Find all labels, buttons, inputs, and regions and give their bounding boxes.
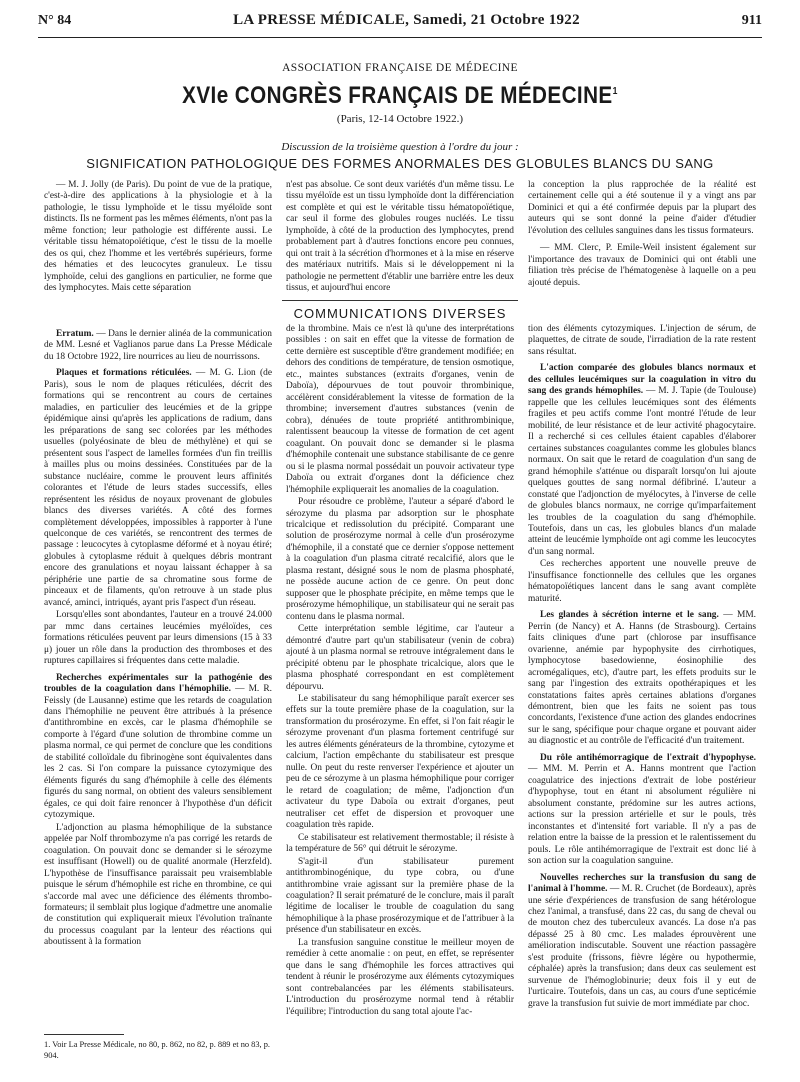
footnote: 1. Voir La Presse Médicale, no 80, p. 862, no 82, p. 889 et no 83, p. 904.: [44, 1040, 271, 1060]
communication-text: — Dans le dernier alinéa de la communication de MM. Lesné et Vaglianos parue dans La Presse Médicale du 18 Octobre 1922, lire nourrices au lieu de nourrissons.: [44, 329, 272, 362]
communication-title: Recherches expérimentales sur la pathogénie des troubles de la coagulation dans l'hémophilie.: [44, 672, 272, 695]
running-header: [38, 12, 762, 34]
communication-paragraph: [528, 559, 756, 605]
communication-text: tion des éléments cytozymiques. L'injection de sérum, de plaquettes, de citrate de soude, l'irradiation de la rate restent sans résultat.: [528, 324, 756, 357]
communication-text: — MM. M. Perrin et A. Hanns montrent que l'action coagulatrice des injections d'extrait de lobe postérieur d'hypophyse, tout en étant ni absolument régulière ni absolument constante, prédomine sur les autres actions, actions sur la pression artérielle et sur le pouls, très inconstantes et d'intensité fort variable. Il n'y a pas de relation entre la baisse de la pression et le ralentissement du pouls. Le rôle antihémorragique de l'extrait est donc lié à son action sur la coagulation sanguine.: [528, 764, 756, 867]
discussion-column-1: [44, 180, 272, 296]
communication-text: — M. R. Feissly (de Lausanne) estime que les retards de coagulation dans l'hémophilie ne peuvent être attribués à la présence d'antithrombine en excès, car le plasma d'hémophile se comporte à l'égard d'une solution de thrombine comme un plasma normal, ce qui permet de conclure que les conditions de stabilité colloïdale du fibrinogène sont équivalentes dans les 2 cas. Si l'on compare la puissance cytozymique des éléments figurés du sang d'hémophile à celle des éléments figurés du sang normal, on obtient des valeurs sensiblement égales, ce qui doit faire renoncer à l'hypothèse d'un déficit cytozymique.: [44, 684, 272, 821]
communication-text: S'agit-il d'un stabilisateur purement antithrombinogénique, du type cobra, ou d'une antithrombine vraie agissant sur la première phase de la coagulation? Il serait prématuré de le conclure, mais il paraît légitime de localiser le trouble de coagulation du sang hémophilique à la phase prosérozymique et de l'attribuer à la présence d'un stabilisateur en excès.: [286, 856, 514, 936]
communication-item: [528, 610, 756, 748]
discussion-subject: SIGNIFICATION PATHOLOGIQUE DES FORMES ANORMALES DES GLOBULES BLANCS DU SANG: [86, 156, 714, 171]
communications-column-2: [286, 324, 514, 1019]
page-number: 911: [741, 13, 762, 28]
congress-title: [56, 82, 744, 110]
communication-item: [44, 673, 272, 822]
discussion-line: Discussion de la troisième question à l'ordre du jour :: [281, 141, 519, 153]
footnote-marker: 1: [612, 86, 618, 97]
communication-paragraph: [528, 324, 756, 358]
communication-text: Pour résoudre ce problème, l'auteur a séparé d'abord le sérozyme du plasma par adsorption sur le phosphate tricalcique et redissolution du précipité. Comparant une solution de prosérozyme normal à celle d'un prosérozyme d'hémophile, il a constaté que ce dernier s'oppose nettement à la coagulation d'un plasma citraté recalcifié, alors que le plasma restant, désigné sous le nom de plasma phosphaté, ne possède aucune action de ce genre. On peut donc supposer que le phosphate précipite, en même temps que le prosérozyme hémophilique, un stabilisateur qui ne serait pas contenu dans le plasma normal.: [286, 497, 514, 622]
discussion-column-2: [286, 180, 514, 296]
communication-item: [528, 363, 756, 558]
communication-paragraph: [286, 497, 514, 623]
communication-title: Plaques et formations réticulées.: [56, 368, 192, 379]
congress-title-text: XVIe CONGRÈS FRANÇAIS DE MÉDECINE: [182, 82, 613, 109]
communication-text: L'adjonction au plasma hémophilique de la substance appelée par Nolf thrombozyme n'a pas corrigé les retards de coagulation. On pouvait donc se demander si le sérozyme est insuffisant (Howell) ou de qualité anormale (Herzfeld). L'hypothèse de l'insuffisance paraissait peu vraisemblable puisque le sérum d'hémophile est riche en thrombine, ce qui s'accorde mal avec une déficience des éléments thrombo-formateurs; il semblait plus logique d'admettre une anomalie de constitution qui expliquerait mieux l'évolution traînante du processus coagulant par la lenteur des réactions qui aboutissent à la formation: [44, 822, 272, 948]
communication-paragraph: [44, 823, 272, 949]
discussion-paragraph: — M. J. Jolly (de Paris). Du point de vue de la pratique, c'est-à-dire des applications à la physiologie et à la pathologie, le tissu lymphoïde et le tissu myéloïde sont distincts. Ils ne forment pas les mêmes éléments, n'ont pas la même fonction; leur pathologie est différente aussi. Le véritable tissu hématopoïétique, c'est le tissu de la moelle des os qui, chez l'homme et les vertébrés supérieurs, forme des hématies et des leucocytes granuleux. Le tissu lymphoïde, celui des ganglions en particulier, ne forme que des lymphocytes. Mais cette séparation: [44, 180, 272, 294]
communication-title: L'action comparée des globules blancs normaux et des cellules leucémiques sur la coagulation in vitro du sang des grands hémophiles.: [528, 363, 756, 397]
communication-item: [528, 753, 756, 868]
discussion-paragraph: n'est pas absolue. Ce sont deux variétés d'un même tissu. Le tissu myéloïde est un tissu lymphoïde dont la différenciation est complète et qui est le véritable tissu hématopoïétique, car seul il forme des globules rouges nucléés. Le tissu lymphoïde, à côté de la production des lymphocytes, prend probablement part à d'autres fonctions encore peu connues, qui ont trait à la sécrétion d'hormones et à la mise en réserve des matériaux nutritifs. Mais si le développement ni la pathologie ne permettent d'établir une barrière entre les deux tissus, et aujourd'hui encore: [286, 180, 514, 294]
communication-title: Les glandes à sécrétion interne et le sang.: [540, 610, 719, 621]
communication-text: de la thrombine. Mais ce n'est là qu'une des interprétations possibles : on sait en effet que la vitesse de formation de cette dernière est susceptible d'être grandement modifiée; en dehors des conditions de température, de tension osmotique, etc., maintes substances (extraits d'organes, venin de Daboïa), dépourvues de tout pouvoir thrombinique, accélèrent considérablement la vitesse de formation de la thrombine; inversement d'autres substances (venin de cobra), dénuées de toute propriété antithrombinique, ralentissent beaucoup la vitesse de formation de cet agent coagulant. On pouvait donc se demander si le plasma d'hémophile contenait une substance stabilisante de ce genre ou si le plasma normal possédait un pouvoir activateur type Daboïa ou extrait d'organes dont la déficience chez l'hémophile expliquerait les anomalies de la coagulation.: [286, 324, 514, 495]
communication-text: — M. J. Tapie (de Toulouse) rappelle que les cellules leucémiques sont des éléments fragiles et peu actifs comme l'ont montré l'étude de leur mobilité, de leur résistance et de leur activité phagocytaire. Il a recherché si ces cellules étaient capables d'élaborer certaines substances coagulantes comme les globules blancs normaux. On sait que le retard de coagulation d'un sang de grand hémophile s'atténue ou disparaît lorsqu'on lui ajoute quelques gouttes de sang normal défibriné. L'auteur a constaté que l'adjonction de myélocytes, à l'inverse de celle de globules blancs normaux, ne corrige qu'imparfaitement les troubles de la coagulation du sang d'hémophile. Toutefois, dans un cas, les globules blancs d'un malade atteint de leucémie lymphoïde ont agi comme les leucocytes d'un sang normal.: [528, 386, 756, 557]
communication-paragraph: [286, 324, 514, 496]
communication-item: [44, 329, 272, 363]
header-rule: [38, 37, 762, 38]
communication-text: Le stabilisateur du sang hémophilique paraît exercer ses effets sur la toute première phase de la coagulation, sur la transformation du prosérozyme. En effet, si l'on fait réagir le sérozyme provenant d'un plasma fortement centrifugé sur les autres éléments générateurs de la thrombine, cytozyme et calcium, l'action empêchante du stabilisateur est presque nulle. On peut du reste renverser l'expérience et ajouter un peu de ce sérozyme à un plasma hémophilique pour corriger le retard de coagulation; de même, l'adjonction d'un activateur du type Daboïa ou extrait d'organes, peut neutraliser cet effet de dispersion et provoquer une coagulation très rapide.: [286, 694, 514, 831]
communication-item: [528, 873, 756, 1011]
communication-text: — M. G. Lion (de Paris), sous le nom de plaques réticulées, décrit des formations qui se rencontrent au cours de certaines maladies, en particulier des leucémies et de la grippe épidémique ainsi qu'après les applications de radium, dans les préparations de sang sec colorées par les méthodes usuelles (polyéosinate de bleu de méthylène) et qui se présentent sous l'aspect de lamelles formées d'un fin treillis à mailles plus ou moins dessinées. Constituées par de la substance nucléaire, comme le prouvent leurs affinités colorantes et l'étude de leurs stades successifs, elles représentent les résidus de noyaux provenant de globules blancs des diverses variétés. A côté des formes complètement développées, impossibles à rapporter à l'une quelconque de ces variétés, se rencontrent des termes de passage : leucocytes à cytoplasme déformé et à noyau étiré; globules à cytoplasme réduit à quelques débris montrant encore des granulations et noyau laissant échapper à sa périphérie une partie de sa chromatine sous forme de pinceaux et de filaments, qu'on retrouve à un stade plus avancé, aminci, intriqués, ayant pris l'aspect d'un réseau.: [44, 368, 272, 608]
discussion-paragraph: — MM. Clerc, P. Emile-Weil insistent également sur l'importance des travaux de Dominici qui ont établi une filiation très précise de l'hématogenèse à laquelle on a peu ajouté depuis.: [528, 243, 756, 288]
communication-paragraph: [286, 857, 514, 937]
communication-text: — MM. Perrin (de Nancy) et A. Hanns (de Strasbourg). Certains faits cliniques d'une part (chlorose par insuffisance ovarienne, anémie par hypophysite des cirrhotiques, lymphocytose basedowienne, éosinophilie des acromégaliques, etc), d'autre part, les effets produits sur le sang par l'ingestion des extraits opothérapiques et les constatations faites après certaines ablations d'organes démontrent, bien que les faits ne soient pas tous concordants, l'existence d'une action des glandes endocrines sur le sang, spécifique pour chaque organe et pouvant aider au diagnostic et au contrôle de l'efficacité d'un traitement.: [528, 610, 757, 747]
communication-text: Ces recherches apportent une nouvelle preuve de l'insuffisance fonctionnelle des cellules que les organes hématopoïétiques lancent dans le sang avant complète maturité.: [528, 559, 756, 604]
communication-title: Nouvelles recherches sur la transfusion du sang de l'animal à l'homme.: [528, 872, 756, 895]
communication-paragraph: [286, 833, 514, 856]
communication-text: — M. R. Cruchet (de Bordeaux), après une série d'expériences de transfusion de sang hétérologue chez l'animal, a transfusé, dans 22 cas, du sang de cheval ou de mouton chez des tuberculeux avancés. La dose n'a pas dépassé 25 à 80 cmc. Les malades éprouvèrent une amélioration indiscutable. Souvent une réaction passagère s'est produite (frissons, fièvre légère ou hypothermie, céphalée) après la transfusion; dans deux cas seulement est survenue de l'hémoglobinurie; deux fois il y eut de l'urticaire. Toutefois, dans un cas, au cours d'une septicémie grave la transfusion fut suivie de mort immédiate par choc.: [528, 884, 757, 1009]
communications-column-1: [44, 324, 272, 950]
communication-text: Lorsqu'elles sont abondantes, l'auteur en a trouvé 24.000 par mmc dans certaines leucémies myéloïdes, ces formations réticulées peuvent par leurs dimensions (15 à 33 μ) jouer un rôle dans la production des thromboses et des ruptures capillaires si fréquentes dans cette maladie.: [44, 610, 272, 667]
communication-paragraph: [286, 624, 514, 693]
communication-paragraph: [286, 938, 514, 1018]
communication-text: Cette interprétation semble légitime, car l'auteur a démontré d'autre part qu'un stabilisateur (venin de cobra) ajouté à un plasma normal se retrouve intégralement dans le précipité obtenu par le phosphate tricalcique, alors que le plasma phosphaté correspondant en est complètement dépourvu.: [286, 624, 514, 692]
footnote-rule: [44, 1034, 124, 1035]
issue-number: N° 84: [38, 13, 72, 28]
communication-paragraph: [44, 610, 272, 667]
communications-column-3: [528, 324, 756, 1011]
congress-dates: (Paris, 12-14 Octobre 1922.): [336, 113, 464, 125]
section-rule: [282, 300, 518, 301]
journal-title: LA PRESSE MÉDICALE, Samedi, 21 Octobre 1922: [233, 12, 580, 28]
communication-title: Du rôle antihémorragique de l'extrait d'hypophyse.: [540, 752, 756, 763]
communication-text: Ce stabilisateur est relativement thermostable; il résiste à la température de 56° qui détruit le sérozyme.: [286, 832, 514, 855]
communication-item: [44, 368, 272, 609]
discussion-column-3: [528, 180, 756, 290]
communications-heading: COMMUNICATIONS DIVERSES: [293, 306, 507, 321]
communication-paragraph: [286, 694, 514, 832]
communication-text: La transfusion sanguine constitue le meilleur moyen de remédier à cette anomalie : on peut, en effet, se représenter que dans le sang d'hémophile les forces attractives qui tendent à réunir le prosérozyme aux éléments cytozymiques sont contrebalancées par les éléments stabilisateurs. L'introduction du prosérozyme normal tend à rétablir l'équilibre; l'introduction du sang total ajoute l'ac-: [286, 937, 514, 1017]
association-name: ASSOCIATION FRANÇAISE DE MÉDECINE: [282, 62, 518, 74]
discussion-paragraph: la conception la plus rapprochée de la réalité est certainement celle qui a été soutenue il y a vingt ans par Dominici et qui a été confirmée depuis par la plupart des auteurs qui se sont donné la peine d'aider d'étudier l'évolution des cellules sanguines dans les tissus formateurs.: [528, 180, 756, 236]
communication-title: Erratum.: [56, 329, 94, 339]
